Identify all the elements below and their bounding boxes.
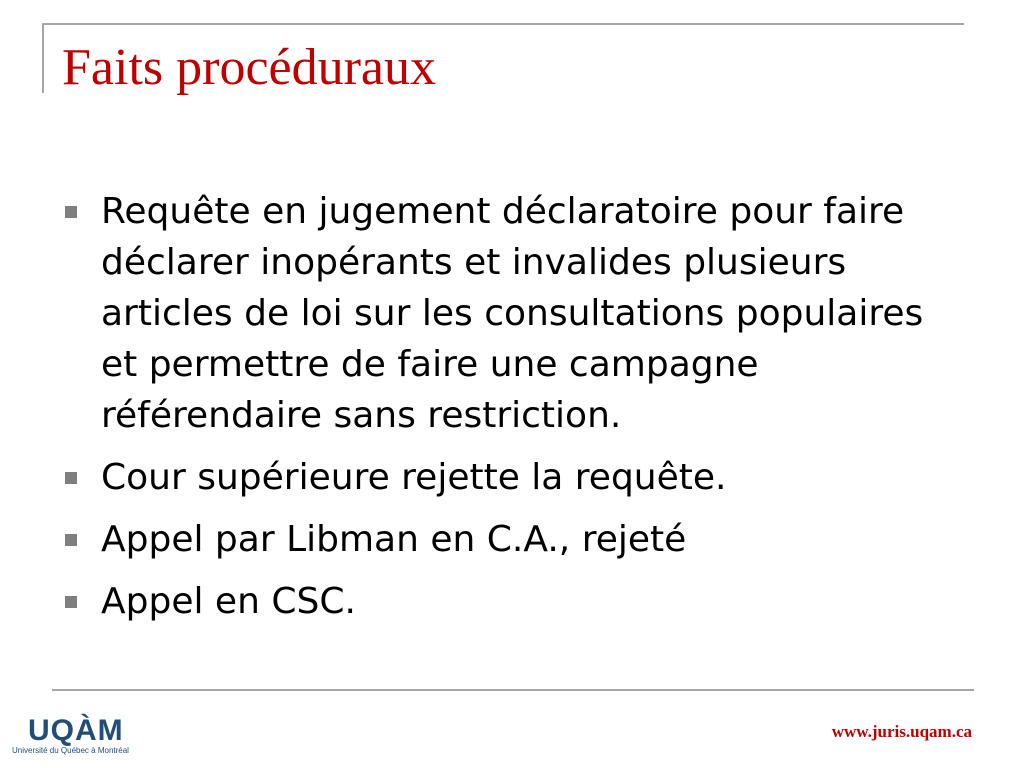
left-frame-line <box>42 23 44 93</box>
square-bullet-icon <box>65 206 77 218</box>
square-bullet-icon <box>65 596 77 608</box>
bullet-text: Requête en jugement déclaratoire pour faire déclarer inopérants et invalides plusieurs articles de loi sur les consultations populaires et permettre de faire une campagne référendaire sans restriction. <box>101 191 924 436</box>
bullet-text: Cour supérieure rejette la requête. <box>101 457 727 498</box>
top-frame-line <box>42 23 964 25</box>
square-bullet-icon <box>65 472 77 484</box>
bullet-text: Appel en CSC. <box>101 581 356 622</box>
bullet-list <box>62 186 962 638</box>
footer-divider <box>52 689 974 691</box>
slide-title: Faits procéduraux <box>62 39 437 96</box>
bullet-item <box>62 186 962 441</box>
logo-subtitle: Université du Québec à Montréal <box>12 746 129 755</box>
uqam-logo <box>12 716 162 766</box>
bullet-item <box>62 576 962 627</box>
square-bullet-icon <box>65 534 77 546</box>
bullet-item <box>62 514 962 565</box>
bullet-item <box>62 452 962 503</box>
bullet-text: Appel par Libman en C.A., rejeté <box>101 519 687 560</box>
footer-url-link[interactable]: www.juris.uqam.ca <box>831 722 972 741</box>
logo-mark: UQÀM <box>28 714 124 747</box>
